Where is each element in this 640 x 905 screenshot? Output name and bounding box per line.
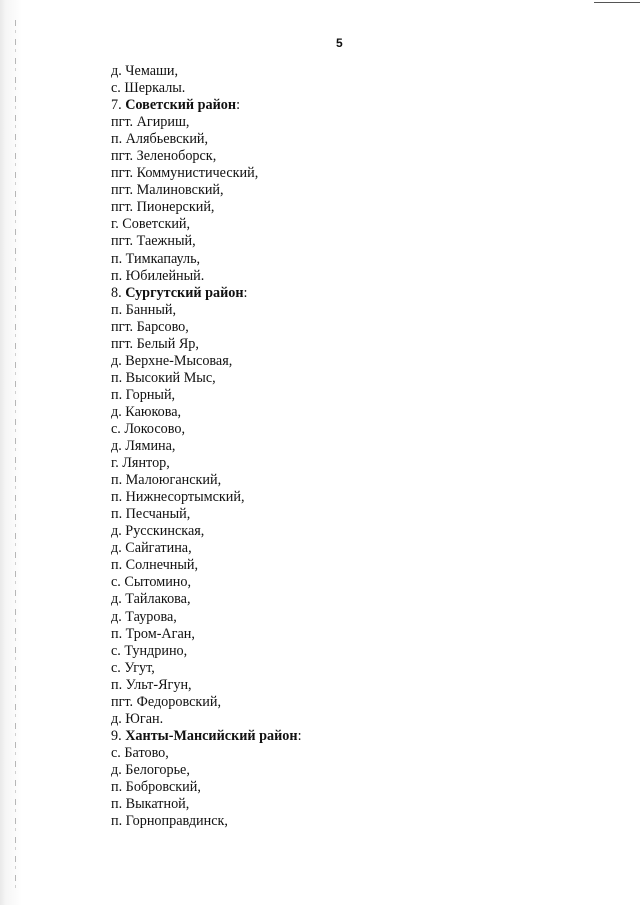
settlement-item: п. Горноправдинск, [111,813,228,830]
settlement-item: пгт. Федоровский, [111,693,221,710]
settlement-item: п. Выкатной, [111,796,190,813]
settlement-item: с. Батово, [111,744,169,761]
settlement-item: п. Солнечный, [111,557,199,574]
settlement-item: п. Высокий Мыс, [111,369,216,386]
settlement-list [111,63,302,830]
settlement-item: пгт. Малиновский, [111,182,224,199]
settlement-item: п. Ульт-Ягун, [111,676,192,693]
settlement-item: п. Малоюганский, [111,472,222,489]
settlement-item: с. Сытомино, [111,574,192,591]
scan-edge-line [15,20,16,890]
district-colon: : [297,727,302,744]
settlement-item: д. Тайлакова, [111,591,191,608]
settlement-item: п. Горный, [111,386,176,403]
district-name: Сургутский район [125,284,244,301]
district-name: Советский район [125,97,237,114]
district-name: Ханты-Мансийский район [125,727,298,744]
settlement-item: г. Лянтор, [111,455,170,472]
district-number: 9. [111,727,122,744]
district-number: 8. [111,284,122,301]
settlement-item: пгт. Пионерский, [111,199,215,216]
settlement-item: п. Нижнесортымский, [111,489,245,506]
settlement-item: с. Локосово, [111,420,186,437]
settlement-item: д. Каюкова, [111,403,182,420]
settlement-item: с. Тундрино, [111,642,188,659]
settlement-item: д. Русскинская, [111,523,205,540]
settlement-item: д. Верхне-Мысовая, [111,352,233,369]
settlement-item: п. Алябьевский, [111,131,209,148]
settlement-item: пгт. Коммунистический, [111,165,259,182]
settlement-item: пгт. Зеленоборск, [111,148,217,165]
settlement-item: пгт. Барсово, [111,318,189,335]
settlement-item: п. Тимкапауль, [111,250,201,267]
settlement-item: д. Белогорье, [111,761,190,778]
settlement-item: п. Тром-Аган, [111,625,195,642]
settlement-item: п. Песчаный, [111,506,191,523]
page-number: 5 [336,36,343,50]
settlement-item: с. Угут, [111,659,155,676]
settlement-item: пгт. Белый Яр, [111,335,199,352]
district-heading [111,728,302,745]
district-colon: : [243,284,248,301]
settlement-item: д. Чемаши, [111,63,179,79]
settlement-item: п. Юбилейный. [111,267,205,284]
settlement-item: п. Банный, [111,301,176,318]
settlement-item: д. Сайгатина, [111,540,192,557]
settlement-item: д. Лямина, [111,438,176,455]
settlement-item: пгт. Таежный, [111,233,196,250]
district-colon: : [236,97,241,114]
district-number: 7. [111,97,122,114]
settlement-item: пгт. Агириш, [111,114,190,131]
settlement-item: п. Бобровский, [111,778,201,795]
district-heading [111,285,302,302]
settlement-item: д. Таурова, [111,608,177,625]
settlement-item: д. Юган. [111,710,164,727]
scan-corner-mark [594,2,640,3]
settlement-item: с. Шеркалы. [111,80,186,97]
scan-left-edge [0,0,22,905]
settlement-item: г. Советский, [111,216,191,233]
district-heading [111,97,302,114]
